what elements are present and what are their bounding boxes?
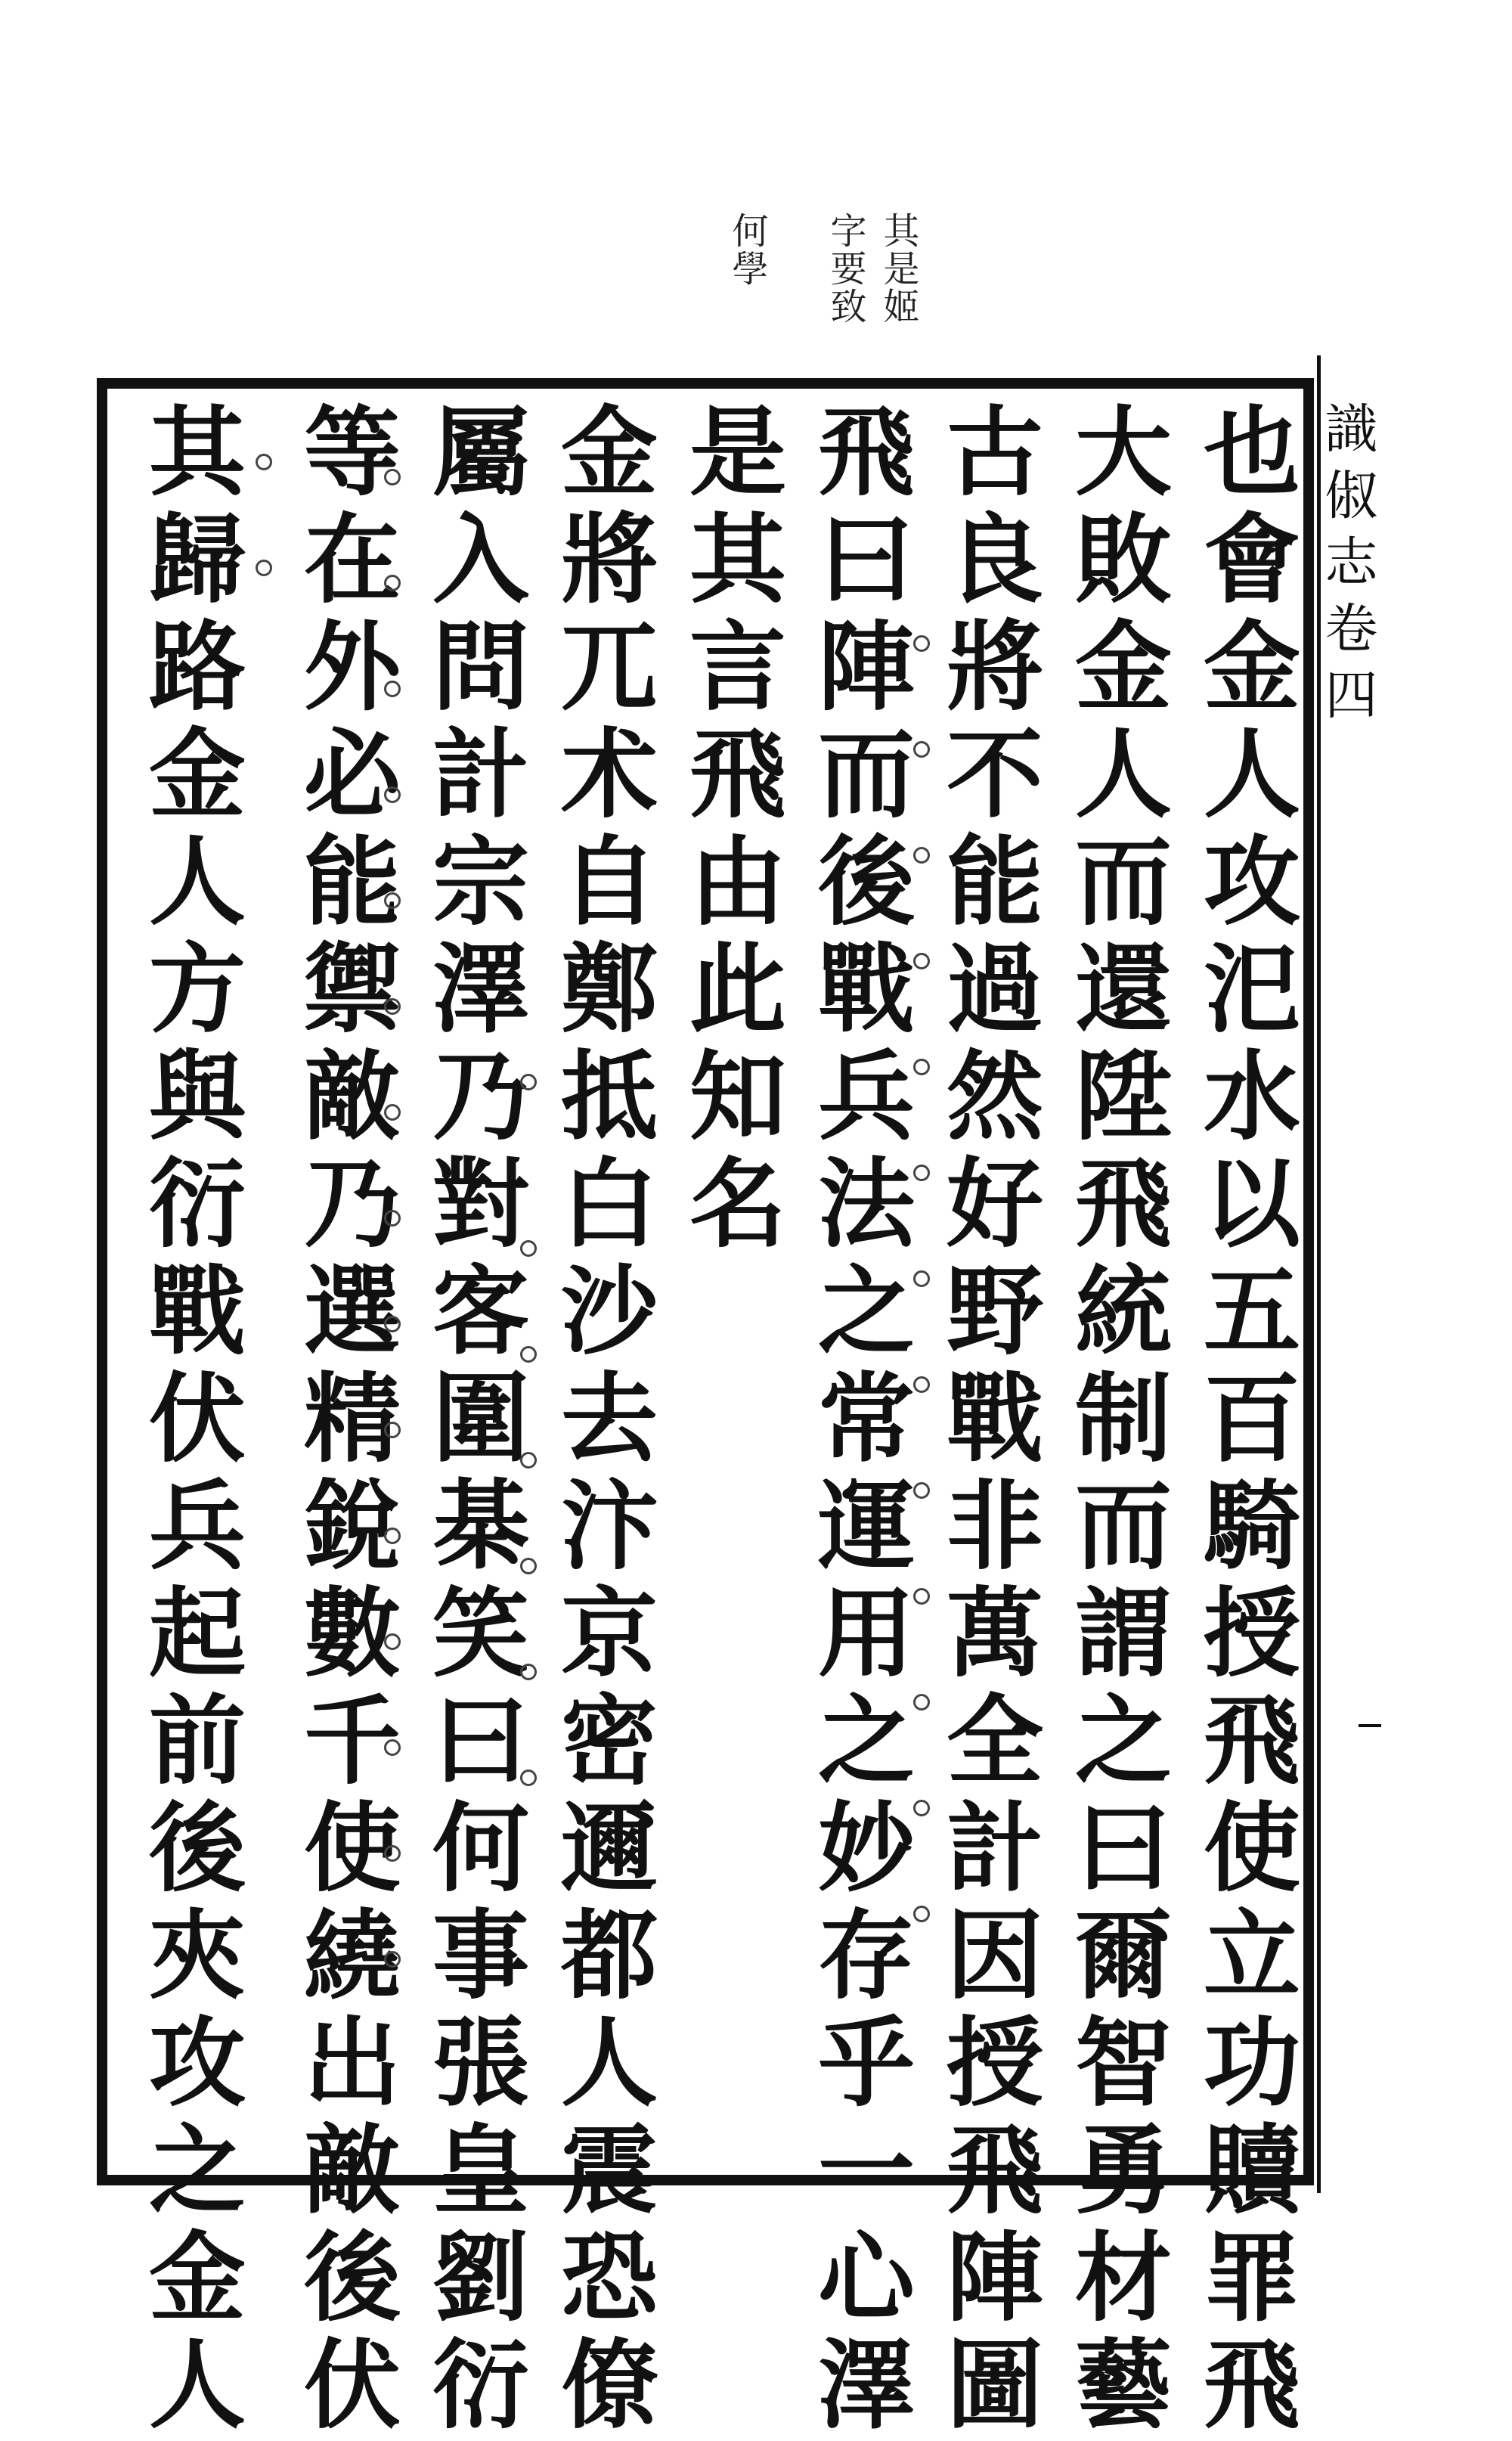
punctuation-circle [384,892,401,909]
punctuation-circle [384,1422,401,1438]
punctuation-circle [384,1316,401,1332]
text-column: 大敗金人而還陞飛統制而謂之曰爾智勇材藝 [1058,401,1172,2441]
punctuation-circle [520,1664,537,1680]
text-column: 古良將不能過然好野戰非萬全計因授飛陣圖 [930,401,1043,2441]
punctuation-circle [913,741,930,758]
margin-column [1316,355,1378,2193]
punctuation-circle [384,1951,401,1968]
punctuation-circle [913,1059,930,1075]
text-column: 屬入問計宗澤乃對客圍棊笑曰何事張皇劉衍 [416,401,529,2441]
punctuation-circle [913,1270,930,1287]
punctuation-circle [520,1346,537,1363]
punctuation-circle [256,560,272,576]
punctuation-marks [378,454,408,2163]
punctuation-circle [384,1210,401,1227]
punctuation-circle [913,1906,930,1922]
punctuation-circle [520,1769,537,1786]
punctuation-circle [520,1074,537,1090]
text-column: 是其言飛由此知名 [673,401,786,1260]
punctuation-circle [913,1165,930,1181]
page-title: 識俶志卷四 [1316,401,1378,734]
punctuation-circle [913,953,930,969]
punctuation-circle [913,635,930,652]
annotation-note: 何學 [726,212,768,287]
annotation-note: 其是姬 [877,212,919,325]
punctuation-circle [384,1739,401,1756]
margin-tick-mark [1359,1724,1381,1727]
punctuation-circle [384,1528,401,1544]
punctuation-marks [249,454,280,2163]
punctuation-circle [384,786,401,803]
punctuation-circle [384,1104,401,1121]
punctuation-circle [913,1800,930,1816]
punctuation-circle [913,1376,930,1393]
punctuation-circle [520,1240,537,1257]
punctuation-circle [256,454,272,470]
text-column: 其歸路金人方與衍戰伏兵起前後夾攻之金人 [132,401,246,2441]
punctuation-marks [514,454,544,2163]
text-column: 飛曰陣而後戰兵法之常運用之妙存乎一心澤 [801,401,915,2441]
punctuation-circle [384,998,401,1015]
punctuation-circle [384,1633,401,1650]
text-column: 金將兀术自鄭抵白沙去汴京密邇都人震恐僚 [544,401,658,2441]
punctuation-marks [907,454,937,2163]
punctuation-circle [384,469,401,485]
punctuation-circle [384,1845,401,1862]
punctuation-circle [913,847,930,864]
text-column: 等在外必能禦敵乃選精銳數千使繞出敵後伏 [287,401,401,2441]
text-column: 也會金人攻汜水以五百騎授飛使立功贖罪飛 [1187,401,1300,2441]
punctuation-circle [384,575,401,591]
punctuation-circle [384,681,401,697]
punctuation-circle [913,1588,930,1605]
punctuation-circle [520,1452,537,1469]
punctuation-circle [913,1482,930,1499]
annotation-note: 字要致 [824,212,866,325]
punctuation-circle [913,1694,930,1711]
punctuation-circle [520,1558,537,1574]
